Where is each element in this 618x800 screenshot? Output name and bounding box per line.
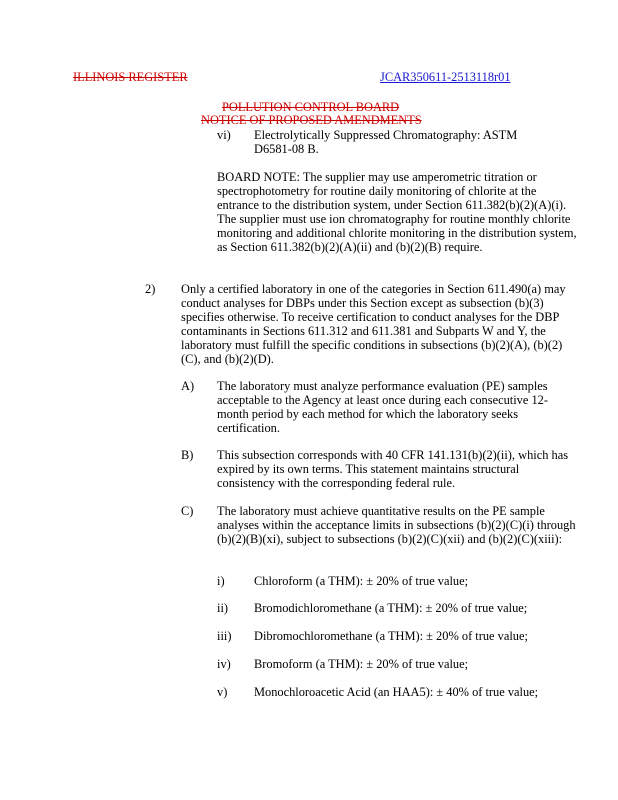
- subsection-a-label: A): [181, 379, 195, 393]
- limit-text: Monochloroacetic Acid (an HAA5): ± 40% of true value;: [254, 685, 539, 699]
- item-vi-line1: Electrolytically Suppressed Chromatography: ASTM: [254, 128, 518, 142]
- limit-text: Chloroform (a THM): ± 20% of true value;: [254, 574, 469, 588]
- subsection-b-text: This subsection corresponds with 40 CFR 141.131(b)(2)(ii), which has expired by its own terms. This statement maintains structural consistency with the corresponding federal rule.: [217, 448, 569, 490]
- board-note: BOARD NOTE: The supplier may use amperometric titration or spectrophotometry for routine daily monitoring of chlorite at the entrance to the distribution system, under Section 611.382(b)(2)(A)(i). The supplier must use ion chromatography for routine monthly chlorite monitoring and additional chlorite monitoring in the distribution system, as Section 611.382(b)(2)(A)(ii) and (b)(2)(B) require.: [217, 170, 577, 254]
- subsection-a-text: The laboratory must analyze performance evaluation (PE) samples acceptable to the Agency at least once during each consecutive 12-month period by each method for which the laboratory seeks certification.: [217, 379, 548, 435]
- limit-label: iii): [217, 629, 232, 643]
- limit-text: Dibromochloromethane (a THM): ± 20% of true value;: [254, 629, 528, 643]
- limit-label: v): [217, 685, 228, 699]
- limit-label: ii): [217, 601, 229, 615]
- document-code: JCAR350611-2513118r01: [380, 70, 511, 84]
- section-2-label: 2): [145, 282, 156, 296]
- subsection-c-label: C): [181, 504, 194, 518]
- register-title: ILLINOIS REGISTER: [73, 70, 188, 84]
- subsection-c-text: The laboratory must achieve quantitative results on the PE sample analyses within the acceptance limits in subsections (b)(2)(C)(i) through (b)(2)(B)(xi), subject to subsections (b)(2)(C)(xii) and (b)(2)(C)(xiii):: [217, 504, 576, 546]
- item-vi-label: vi): [217, 128, 231, 142]
- limit-text: Bromodichloromethane (a THM): ± 20% of true value;: [254, 601, 528, 615]
- limit-text: Bromoform (a THM): ± 20% of true value;: [254, 657, 469, 671]
- board-title: POLLUTION CONTROL BOARD: [222, 100, 400, 114]
- item-vi-line2: D6581-08 B.: [254, 142, 319, 156]
- subsection-b-label: B): [181, 448, 194, 462]
- limit-label: iv): [217, 657, 231, 671]
- limit-label: i): [217, 574, 225, 588]
- notice-title: NOTICE OF PROPOSED AMENDMENTS: [201, 113, 422, 127]
- section-2-text: Only a certified laboratory in one of the categories in Section 611.490(a) may conduct analyses for DBPs under this Section except as subsection (b)(3) specifies otherwise. To receive certification to conduct analyses for the DBP contaminants in Sections 611.312 and 611.381 and Subparts W and Y, the laboratory must fulfill the specific conditions in subsections (b)(2)(A), (b)(2)(C), and (b)(2)(D).: [181, 282, 566, 366]
